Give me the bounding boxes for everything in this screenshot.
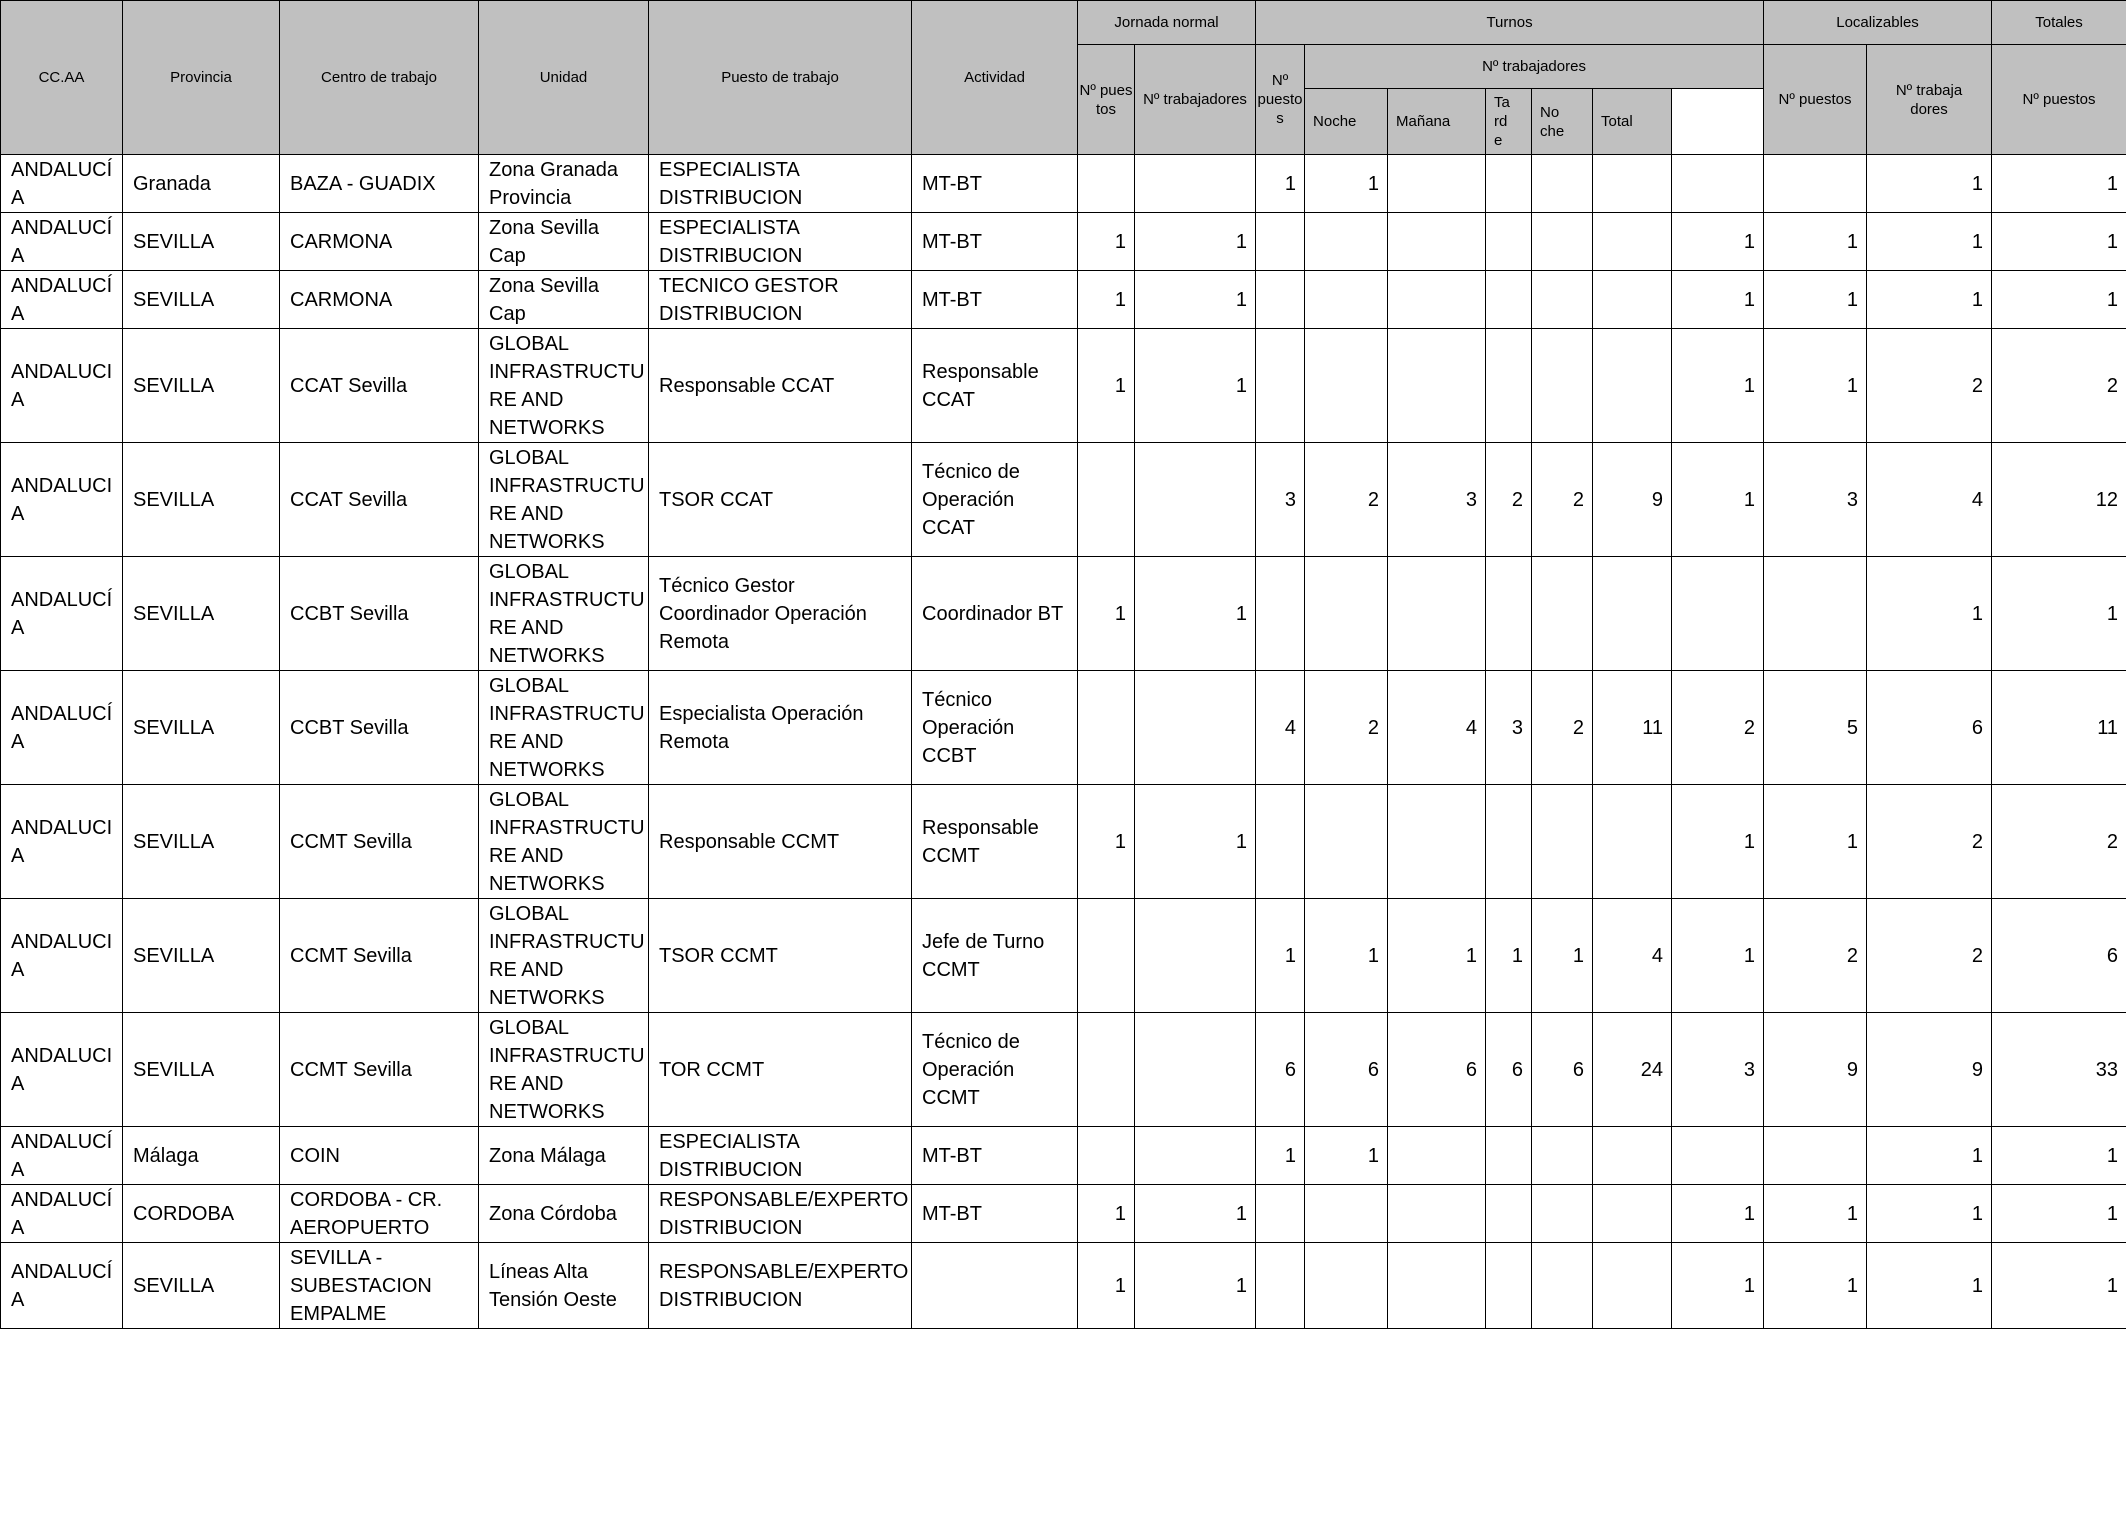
cell-centro: CCAT Sevilla [280,329,479,443]
cell-noche [1305,557,1388,671]
cell-centro: COIN [280,1127,479,1185]
cell-actividad: Técnico Operación CCBT [912,671,1078,785]
cell-jn-puestos [1078,1127,1135,1185]
cell-jn-trabajadores: 1 [1135,213,1256,271]
cell-tarde [1486,557,1532,671]
header-total: Total [1593,89,1672,155]
cell-actividad: Responsable CCMT [912,785,1078,899]
table-row [1,271,2126,329]
cell-jn-puestos: 1 [1078,785,1135,899]
cell-actividad: MT-BT [912,213,1078,271]
cell-jn-trabajadores: 1 [1135,1185,1256,1243]
cell-total [1593,155,1672,213]
cell-total [1593,1243,1672,1329]
table-row [1,557,2126,671]
cell-centro: CCBT Sevilla [280,671,479,785]
cell-total [1593,785,1672,899]
cell-puesto: ESPECIALISTA DISTRIBUCION [649,1127,912,1185]
cell-manana: 6 [1388,1013,1486,1127]
cell-total: 4 [1593,899,1672,1013]
cell-centro: CCMT Sevilla [280,1013,479,1127]
header-manana: Mañana [1388,89,1486,155]
cell-turnos-puestos: 4 [1256,671,1305,785]
cell-ccaa: ANDALUCÍ A [1,1243,123,1329]
cell-unidad: GLOBAL INFRASTRUCTU RE AND NETWORKS [479,899,649,1013]
cell-loc-puestos: 1 [1672,785,1764,899]
cell-noche-2: 1 [1532,899,1593,1013]
cell-jn-trabajadores [1135,1013,1256,1127]
table-row [1,443,2126,557]
cell-jn-puestos: 1 [1078,213,1135,271]
header-unidad: Unidad [479,1,649,155]
cell-ccaa: ANDALUCÍ A [1,155,123,213]
cell-unidad: GLOBAL INFRASTRUCTU RE AND NETWORKS [479,1013,649,1127]
cell-jn-trabajadores: 1 [1135,785,1256,899]
cell-tot-puestos: 1 [1867,1185,1992,1243]
cell-loc-puestos: 1 [1672,213,1764,271]
cell-noche-2 [1532,557,1593,671]
cell-provincia: Granada [123,155,280,213]
cell-total [1593,1185,1672,1243]
cell-puesto: Especialista Operación Remota [649,671,912,785]
header-turnos-puestos: Nº puesto s [1256,45,1305,155]
cell-turnos-puestos [1256,785,1305,899]
cell-noche [1305,213,1388,271]
cell-noche-2 [1532,271,1593,329]
table-row [1,785,2126,899]
cell-total [1593,271,1672,329]
cell-centro: CCMT Sevilla [280,785,479,899]
cell-tarde [1486,329,1532,443]
cell-total [1593,557,1672,671]
cell-actividad: MT-BT [912,1127,1078,1185]
cell-turnos-puestos [1256,213,1305,271]
cell-ccaa: ANDALUCI A [1,443,123,557]
cell-turnos-puestos [1256,1243,1305,1329]
cell-tot-trabajadores: 2 [1992,785,2126,899]
cell-total [1593,213,1672,271]
cell-noche: 2 [1305,671,1388,785]
cell-manana [1388,1185,1486,1243]
cell-tarde [1486,155,1532,213]
cell-loc-puestos: 1 [1672,1185,1764,1243]
cell-noche-2 [1532,1243,1593,1329]
header-turnos: Turnos [1256,1,1764,45]
cell-loc-trabajadores: 3 [1764,443,1867,557]
cell-loc-trabajadores: 1 [1764,271,1867,329]
cell-provincia: Málaga [123,1127,280,1185]
cell-jn-trabajadores: 1 [1135,1243,1256,1329]
header-totales: Totales [1992,1,2126,45]
cell-noche-2 [1532,1185,1593,1243]
cell-actividad: MT-BT [912,155,1078,213]
cell-puesto: TECNICO GESTOR DISTRIBUCION [649,271,912,329]
cell-actividad: MT-BT [912,1185,1078,1243]
cell-noche-2 [1532,785,1593,899]
cell-manana [1388,1127,1486,1185]
cell-tot-trabajadores: 1 [1992,557,2126,671]
cell-turnos-puestos: 1 [1256,1127,1305,1185]
cell-tarde: 2 [1486,443,1532,557]
cell-tarde: 3 [1486,671,1532,785]
cell-ccaa: ANDALUCÍ A [1,671,123,785]
cell-tot-puestos: 1 [1867,1243,1992,1329]
cell-jn-puestos: 1 [1078,1243,1135,1329]
cell-jn-trabajadores [1135,899,1256,1013]
cell-provincia: SEVILLA [123,557,280,671]
cell-puesto: Responsable CCAT [649,329,912,443]
cell-centro: CORDOBA - CR. AEROPUERTO [280,1185,479,1243]
cell-noche [1305,1243,1388,1329]
cell-loc-trabajadores: 9 [1764,1013,1867,1127]
cell-jn-trabajadores: 1 [1135,271,1256,329]
cell-manana [1388,1243,1486,1329]
cell-centro: CARMONA [280,271,479,329]
cell-tot-trabajadores: 11 [1992,671,2126,785]
cell-centro: CCMT Sevilla [280,899,479,1013]
cell-tarde [1486,785,1532,899]
cell-tot-puestos: 2 [1867,785,1992,899]
cell-provincia: SEVILLA [123,1243,280,1329]
table-header [1,1,2126,155]
cell-manana: 1 [1388,899,1486,1013]
cell-tot-puestos: 1 [1867,1127,1992,1185]
cell-loc-trabajadores: 1 [1764,213,1867,271]
table-row [1,155,2126,213]
cell-total: 11 [1593,671,1672,785]
cell-tot-trabajadores: 33 [1992,1013,2126,1127]
cell-loc-trabajadores: 1 [1764,1243,1867,1329]
cell-jn-trabajadores [1135,1127,1256,1185]
cell-loc-puestos [1672,557,1764,671]
cell-actividad: Jefe de Turno CCMT [912,899,1078,1013]
cell-total: 9 [1593,443,1672,557]
cell-noche: 1 [1305,1127,1388,1185]
cell-noche-2: 2 [1532,671,1593,785]
header-turnos-trabajadores: Nº trabajadores [1305,45,1764,89]
cell-puesto: RESPONSABLE/EXPERTO DISTRIBUCION [649,1185,912,1243]
cell-provincia: SEVILLA [123,213,280,271]
header-tarde: Ta rd e [1486,89,1532,155]
cell-jn-puestos: 1 [1078,271,1135,329]
cell-unidad: GLOBAL INFRASTRUCTU RE AND NETWORKS [479,785,649,899]
cell-tot-trabajadores: 2 [1992,329,2126,443]
cell-tot-trabajadores: 12 [1992,443,2126,557]
cell-noche [1305,785,1388,899]
cell-unidad: Zona Sevilla Cap [479,271,649,329]
cell-ccaa: ANDALUCÍ A [1,271,123,329]
cell-tot-trabajadores: 6 [1992,899,2126,1013]
cell-noche [1305,329,1388,443]
table-row [1,329,2126,443]
cell-manana [1388,329,1486,443]
cell-noche: 1 [1305,899,1388,1013]
cell-tot-puestos: 1 [1867,557,1992,671]
table-row [1,899,2126,1013]
cell-noche-2 [1532,329,1593,443]
cell-ccaa: ANDALUCÍ A [1,1127,123,1185]
cell-unidad: GLOBAL INFRASTRUCTU RE AND NETWORKS [479,671,649,785]
cell-puesto: TOR CCMT [649,1013,912,1127]
cell-loc-trabajadores: 5 [1764,671,1867,785]
cell-loc-puestos: 1 [1672,329,1764,443]
cell-centro: CARMONA [280,213,479,271]
cell-loc-puestos: 2 [1672,671,1764,785]
header-tot-puestos: Nº puestos [1992,45,2126,155]
cell-tarde [1486,213,1532,271]
cell-turnos-puestos [1256,557,1305,671]
cell-provincia: SEVILLA [123,443,280,557]
cell-actividad: Técnico de Operación CCMT [912,1013,1078,1127]
cell-loc-puestos: 1 [1672,1243,1764,1329]
cell-centro: CCBT Sevilla [280,557,479,671]
cell-manana [1388,557,1486,671]
cell-tot-trabajadores: 1 [1992,1243,2126,1329]
cell-jn-trabajadores [1135,443,1256,557]
cell-loc-puestos: 1 [1672,443,1764,557]
cell-puesto: ESPECIALISTA DISTRIBUCION [649,213,912,271]
cell-ccaa: ANDALUCI A [1,899,123,1013]
cell-total [1593,1127,1672,1185]
cell-provincia: SEVILLA [123,1013,280,1127]
cell-tarde: 1 [1486,899,1532,1013]
cell-manana [1388,271,1486,329]
cell-manana [1388,213,1486,271]
cell-loc-trabajadores [1764,155,1867,213]
cell-ccaa: ANDALUCI A [1,329,123,443]
cell-jn-puestos: 1 [1078,329,1135,443]
cell-jn-puestos: 1 [1078,1185,1135,1243]
cell-centro: BAZA - GUADIX [280,155,479,213]
cell-jn-trabajadores: 1 [1135,557,1256,671]
header-centro-de-trabajo: Centro de trabajo [280,1,479,155]
header-noche-2: No che [1532,89,1593,155]
table-row [1,213,2126,271]
table-row [1,1243,2126,1329]
cell-provincia: SEVILLA [123,671,280,785]
cell-manana [1388,785,1486,899]
cell-actividad [912,1243,1078,1329]
cell-loc-trabajadores: 1 [1764,785,1867,899]
header-noche: Noche [1305,89,1388,155]
cell-tarde [1486,271,1532,329]
cell-tot-puestos: 9 [1867,1013,1992,1127]
cell-puesto: RESPONSABLE/EXPERTO DISTRIBUCION [649,1243,912,1329]
cell-actividad: MT-BT [912,271,1078,329]
cell-loc-puestos: 3 [1672,1013,1764,1127]
cell-tot-puestos: 4 [1867,443,1992,557]
cell-total [1593,329,1672,443]
cell-turnos-puestos: 3 [1256,443,1305,557]
cell-turnos-puestos: 6 [1256,1013,1305,1127]
cell-tot-puestos: 1 [1867,155,1992,213]
cell-puesto: Técnico Gestor Coordinador Operación Remota [649,557,912,671]
cell-puesto: TSOR CCMT [649,899,912,1013]
cell-jn-puestos: 1 [1078,557,1135,671]
cell-puesto: Responsable CCMT [649,785,912,899]
cell-provincia: SEVILLA [123,899,280,1013]
cell-tot-puestos: 1 [1867,271,1992,329]
cell-loc-puestos [1672,155,1764,213]
cell-tot-trabajadores: 1 [1992,1127,2126,1185]
cell-noche-2 [1532,1127,1593,1185]
cell-actividad: Responsable CCAT [912,329,1078,443]
cell-loc-trabajadores [1764,557,1867,671]
cell-manana: 4 [1388,671,1486,785]
cell-ccaa: ANDALUCI A [1,785,123,899]
cell-tot-puestos: 6 [1867,671,1992,785]
cell-unidad: Zona Granada Provincia [479,155,649,213]
cell-tot-trabajadores: 1 [1992,1185,2126,1243]
header-loc-trabajadores: Nº trabaja dores [1867,45,1992,155]
cell-provincia: CORDOBA [123,1185,280,1243]
cell-ccaa: ANDALUCÍ A [1,213,123,271]
cell-noche [1305,271,1388,329]
header-localizables: Localizables [1764,1,1992,45]
cell-unidad: Líneas Alta Tensión Oeste [479,1243,649,1329]
cell-puesto: TSOR CCAT [649,443,912,557]
cell-turnos-puestos [1256,271,1305,329]
cell-loc-trabajadores: 2 [1764,899,1867,1013]
cell-tot-trabajadores: 1 [1992,155,2126,213]
cell-unidad: Zona Sevilla Cap [479,213,649,271]
cell-jn-puestos [1078,1013,1135,1127]
cell-loc-puestos: 1 [1672,899,1764,1013]
cell-provincia: SEVILLA [123,329,280,443]
cell-ccaa: ANDALUCÍ A [1,1185,123,1243]
header-loc-puestos: Nº puestos [1764,45,1867,155]
cell-jn-trabajadores [1135,155,1256,213]
cell-turnos-puestos [1256,329,1305,443]
cell-turnos-puestos: 1 [1256,155,1305,213]
cell-jn-puestos [1078,671,1135,785]
cell-actividad: Coordinador BT [912,557,1078,671]
cell-tot-puestos: 2 [1867,899,1992,1013]
header-jn-trabajadores: Nº trabajadores [1135,45,1256,155]
cell-manana: 3 [1388,443,1486,557]
cell-tot-puestos: 2 [1867,329,1992,443]
table-row [1,1013,2126,1127]
cell-tot-trabajadores: 1 [1992,271,2126,329]
header-provincia: Provincia [123,1,280,155]
table-row [1,1185,2126,1243]
cell-actividad: Técnico de Operación CCAT [912,443,1078,557]
cell-total: 24 [1593,1013,1672,1127]
cell-unidad: Zona Málaga [479,1127,649,1185]
cell-jn-puestos [1078,155,1135,213]
cell-unidad: Zona Córdoba [479,1185,649,1243]
cell-tarde: 6 [1486,1013,1532,1127]
cell-unidad: GLOBAL INFRASTRUCTU RE AND NETWORKS [479,329,649,443]
cell-puesto: ESPECIALISTA DISTRIBUCION [649,155,912,213]
cell-noche: 2 [1305,443,1388,557]
cell-unidad: GLOBAL INFRASTRUCTU RE AND NETWORKS [479,443,649,557]
cell-noche: 1 [1305,155,1388,213]
cell-noche-2: 2 [1532,443,1593,557]
header-puesto-de-trabajo: Puesto de trabajo [649,1,912,155]
cell-jn-trabajadores [1135,671,1256,785]
cell-centro: SEVILLA - SUBESTACION EMPALME [280,1243,479,1329]
cell-provincia: SEVILLA [123,785,280,899]
cell-turnos-puestos [1256,1185,1305,1243]
cell-turnos-puestos: 1 [1256,899,1305,1013]
cell-loc-puestos [1672,1127,1764,1185]
table-body [1,155,2126,1329]
table-row [1,671,2126,785]
cell-loc-trabajadores [1764,1127,1867,1185]
cell-manana [1388,155,1486,213]
header-jn-puestos: Nº pues tos [1078,45,1135,155]
cell-unidad: GLOBAL INFRASTRUCTU RE AND NETWORKS [479,557,649,671]
cell-jn-puestos [1078,899,1135,1013]
cell-loc-puestos: 1 [1672,271,1764,329]
cell-tarde [1486,1243,1532,1329]
cell-ccaa: ANDALUCÍ A [1,557,123,671]
cell-noche-2 [1532,213,1593,271]
cell-tot-puestos: 1 [1867,213,1992,271]
table-row [1,1127,2126,1185]
cell-noche [1305,1185,1388,1243]
cell-noche-2: 6 [1532,1013,1593,1127]
cell-ccaa: ANDALUCI A [1,1013,123,1127]
cell-loc-trabajadores: 1 [1764,329,1867,443]
cell-centro: CCAT Sevilla [280,443,479,557]
header-actividad: Actividad [912,1,1078,155]
header-jornada-normal: Jornada normal [1078,1,1256,45]
cell-jn-trabajadores: 1 [1135,329,1256,443]
cell-loc-trabajadores: 1 [1764,1185,1867,1243]
cell-tarde [1486,1185,1532,1243]
cell-noche-2 [1532,155,1593,213]
cell-noche: 6 [1305,1013,1388,1127]
cell-tot-trabajadores: 1 [1992,213,2126,271]
cell-tarde [1486,1127,1532,1185]
cell-provincia: SEVILLA [123,271,280,329]
header-ccaa: CC.AA [1,1,123,155]
cell-jn-puestos [1078,443,1135,557]
